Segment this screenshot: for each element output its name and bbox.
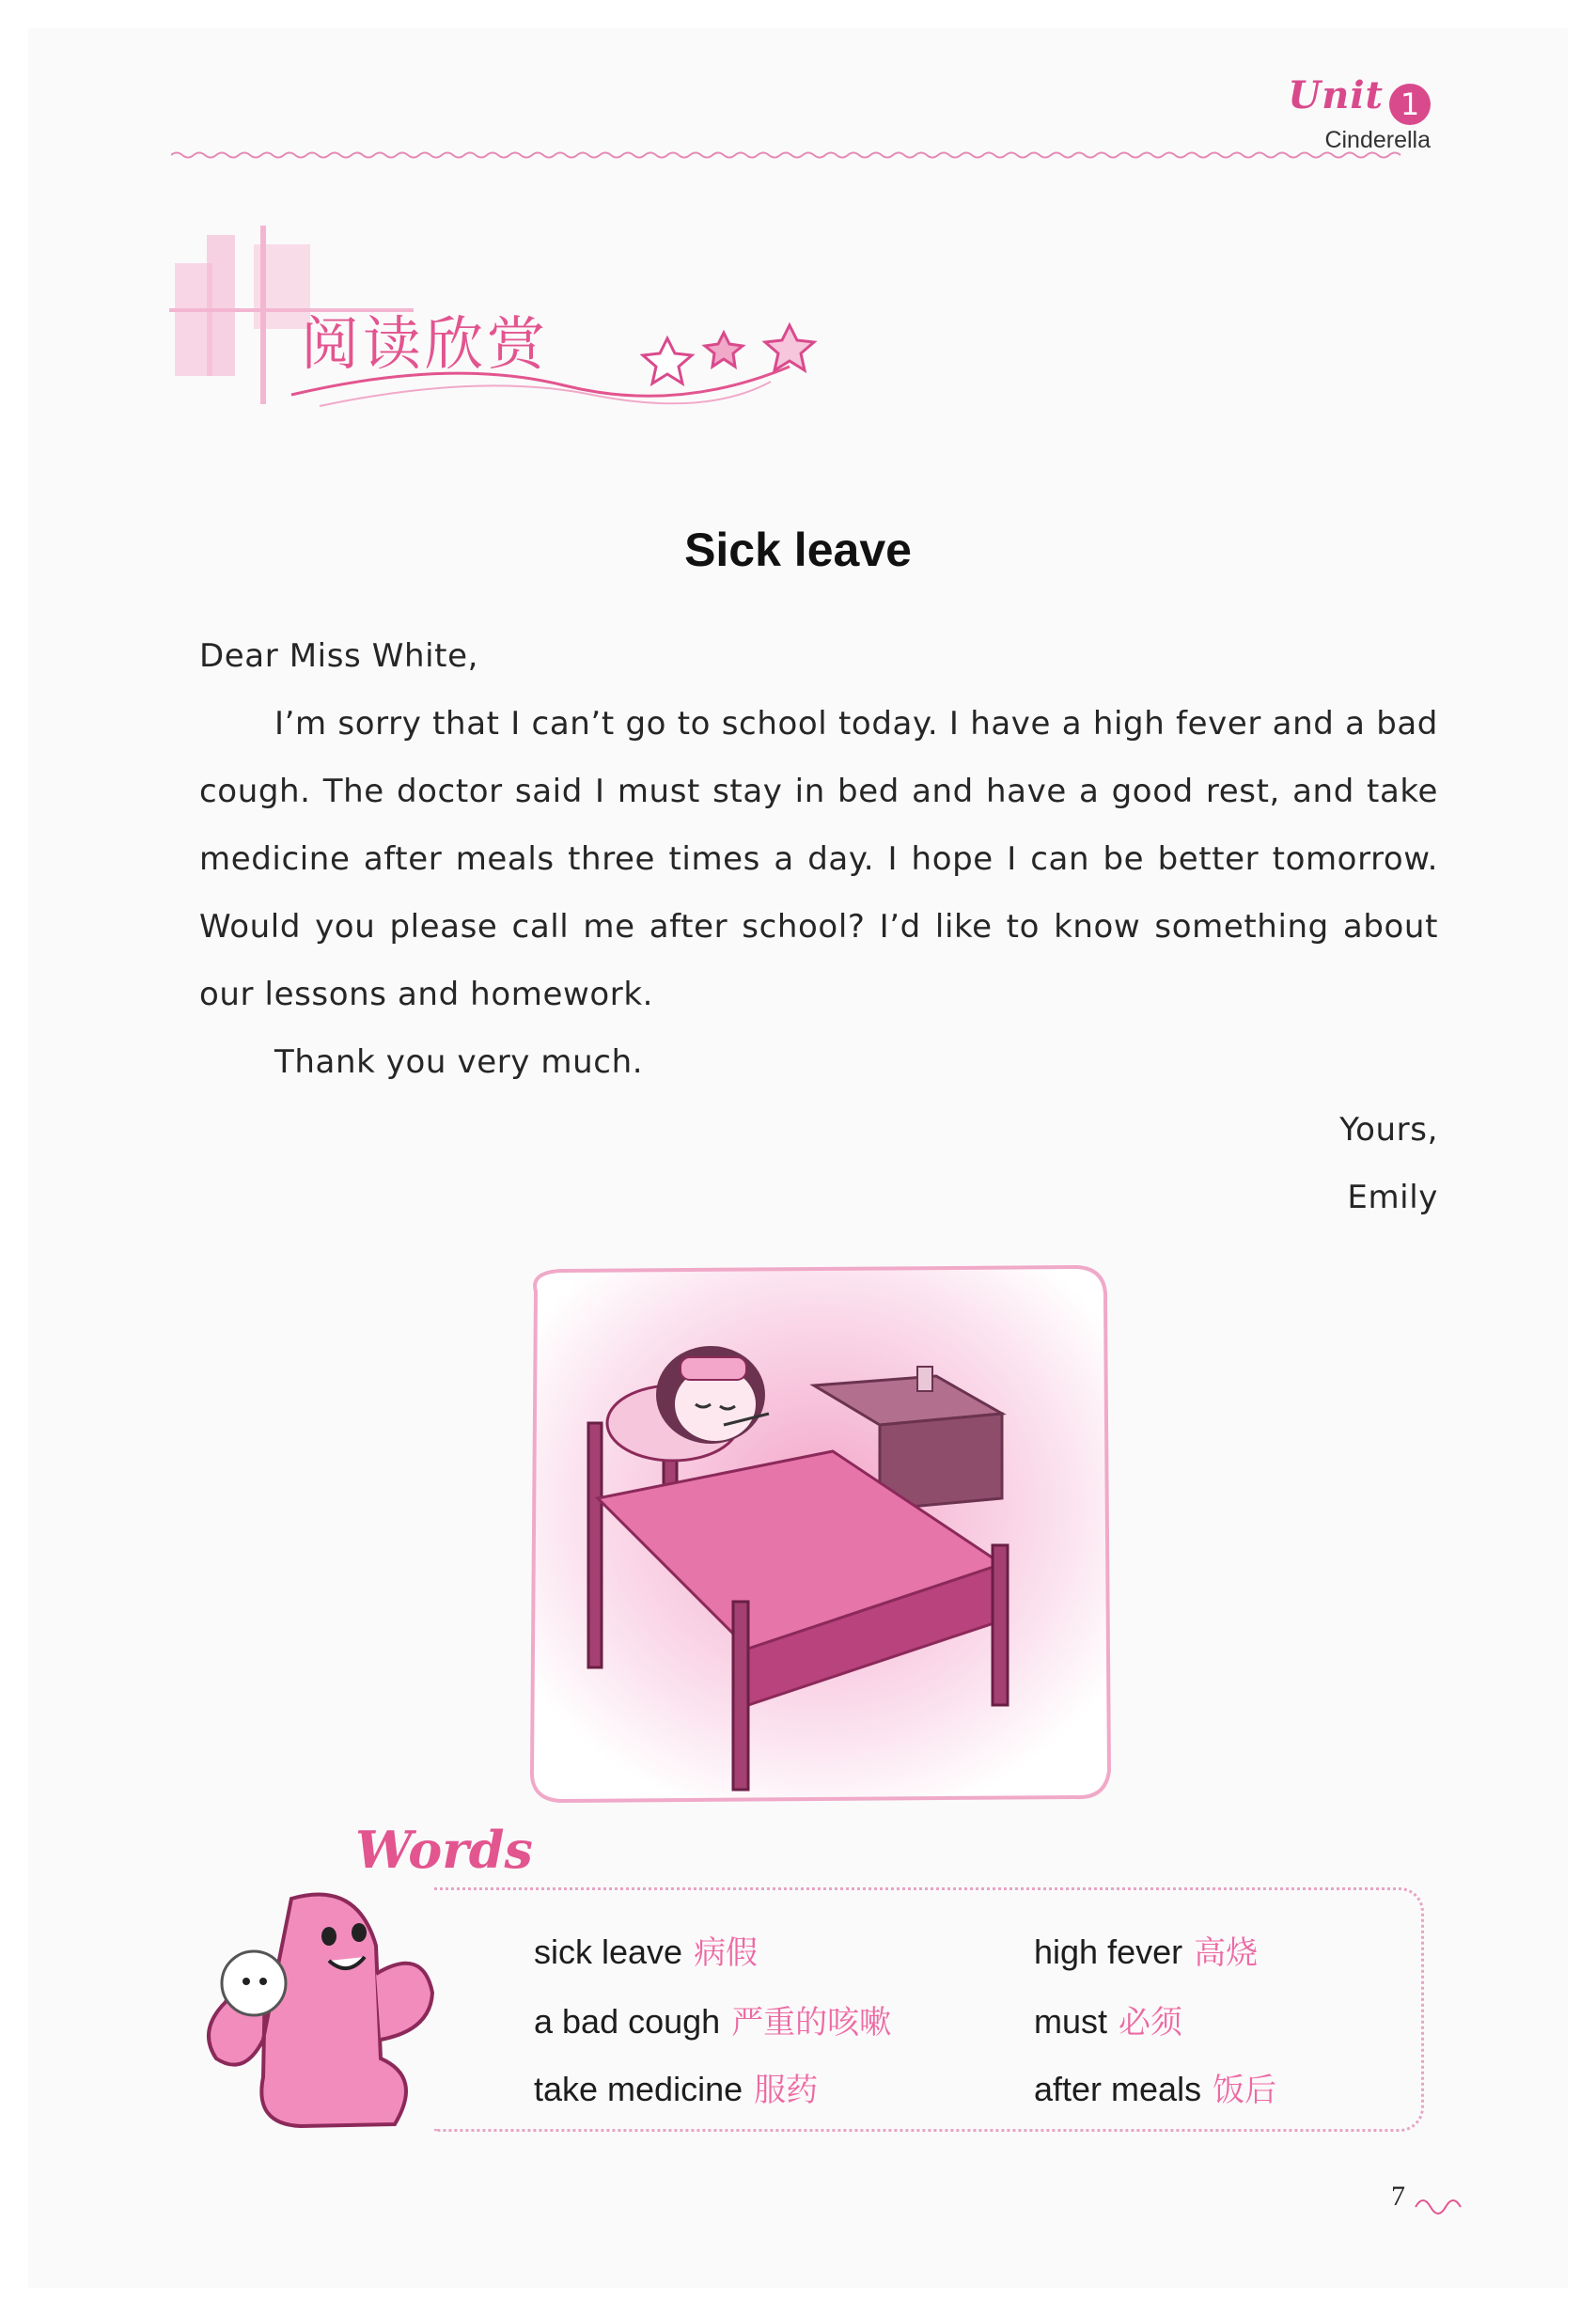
letter-body: [199, 622, 1438, 1231]
cactus-mascot-icon: [188, 1870, 470, 2152]
letter-signature: Emily: [1347, 1179, 1438, 1216]
letter-greeting: Dear Miss White,: [199, 637, 479, 675]
word-chinese: 饭后: [1213, 2072, 1277, 2109]
unit-label: Unit: [1288, 73, 1384, 117]
article-title: Sick leave: [684, 524, 912, 576]
word-english: high fever: [1034, 1933, 1183, 1971]
unit-number-badge: 1: [1389, 84, 1431, 125]
words-heading: Words: [355, 1820, 533, 1880]
word-english: must: [1034, 2002, 1108, 2041]
word-entry: [534, 1927, 758, 1973]
word-chinese: 严重的咳嗽: [731, 2004, 892, 2042]
word-entry: [1034, 1996, 1182, 2042]
word-chinese: 高烧: [1194, 1934, 1259, 1972]
unit-subtitle: Cinderella: [1324, 126, 1431, 153]
section-banner: [169, 207, 827, 414]
letter-paragraph: Thank you very much.: [274, 1043, 644, 1081]
word-english: after meals: [1034, 2070, 1202, 2108]
word-chinese: 必须: [1119, 2004, 1183, 2042]
word-chinese: 服药: [754, 2072, 819, 2109]
word-entry: [534, 2064, 818, 2110]
page-number-swirl-icon: [1412, 2192, 1468, 2214]
word-entry: [1034, 2064, 1276, 2110]
sick-girl-illustration: [523, 1263, 1117, 1805]
section-title: 阅读欣赏: [301, 309, 550, 378]
word-english: sick leave: [534, 1933, 683, 1971]
word-english: take medicine: [534, 2070, 743, 2108]
unit-header: [1288, 73, 1431, 154]
word-chinese: 病假: [694, 1934, 759, 1972]
letter-closing: Yours,: [1339, 1111, 1438, 1149]
word-entry: [1034, 1927, 1258, 1973]
page-number: 7: [1391, 2181, 1405, 2212]
word-entry: [534, 1996, 891, 2042]
word-english: a bad cough: [534, 2002, 721, 2041]
letter-paragraph: I’m sorry that I can’t go to school today. I have a high fever and a bad cough. The doctor said I must stay in bed and have a good rest, and take medicine after meals three times a day. I hope I can be better tomorrow. Would you please call me after school? I’d like to know something about our lessons and homework.: [199, 705, 1438, 1013]
header-divider: [171, 149, 1408, 162]
